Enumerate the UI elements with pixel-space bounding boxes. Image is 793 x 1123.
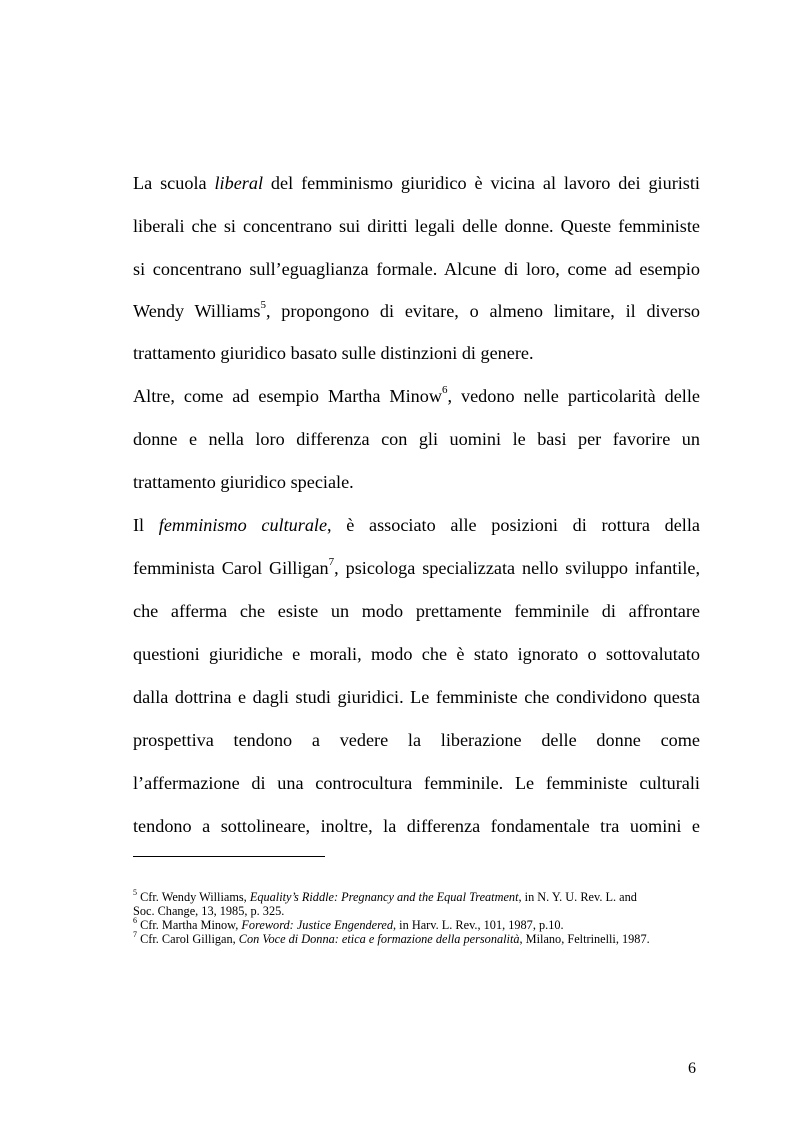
body-text-line: femminista Carol Gilligan$^7$, psicologa specializzata nello sviluppo infantile, (133, 555, 700, 578)
body-text-line: Wendy Williams$^5$, propongono di evitare, o almeno limitare, il diverso (133, 298, 701, 321)
footnote-5: $^5$ Cfr. Wendy Williams, Equality’s Riddle: Pregnancy and the Equal Treatment, in N. Y. U. Rev. L. and (133, 887, 637, 904)
body-text-line: trattamento giuridico speciale. (133, 472, 354, 492)
footnote-5-continued: Soc. Change, 13, 1985, p. 325. (133, 904, 285, 918)
body-text-line: tendono a sottolineare, inoltre, la differenza fondamentale tra uomini e (133, 816, 700, 836)
emphasis-femminismo-culturale: femminismo culturale (158, 515, 328, 535)
body-text-line: si concentrano sull’eguaglianza formale. Alcune di loro, come ad esempio (133, 259, 700, 279)
body-text-line: questioni giuridiche e morali, modo che è stato ignorato o sottovalutato (133, 644, 700, 664)
footnote-separator (133, 856, 325, 857)
body-text-line: La scuola liberal del femminismo giuridico è vicina al lavoro dei giuristi (133, 173, 700, 193)
body-text-line: dalla dottrina e dagli studi giuridici. Le femministe che condividono questa (133, 687, 700, 707)
page-number: 6 (688, 1060, 696, 1077)
body-text-line: Altre, come ad esempio Martha Minow$^6$, vedono nelle particolarità delle (133, 383, 700, 406)
body-text-line: liberali che si concentrano sui diritti legali delle donne. Queste femministe (133, 216, 700, 236)
footnote-6: $^6$ Cfr. Martha Minow, Foreword: Justice Engendered, in Harv. L. Rev., 101, 1987, p.10. (133, 915, 564, 932)
body-text-line: l’affermazione di una controcultura femminile. Le femministe culturali (133, 773, 700, 793)
body-text-line: che afferma che esiste un modo prettamente femminile di affrontare (133, 601, 700, 621)
body-text-line: Il femminismo culturale, è associato alle posizioni di rottura della (133, 515, 700, 535)
body-text-line: donne e nella loro differenza con gli uomini le basi per favorire un (133, 429, 700, 449)
footnote-ref-5[interactable]: 5 (260, 298, 266, 311)
footnote-7: $^7$ Cfr. Carol Gilligan, Con Voce di Donna: etica e formazione della personalità, Milano, Feltrinelli, 1987. (133, 929, 650, 946)
footnote-ref-7[interactable]: 7 (328, 555, 335, 568)
body-text-line: prospettiva tendono a vedere la liberazione delle donne come (133, 730, 700, 750)
body-text-line: trattamento giuridico basato sulle distinzioni di genere. (133, 343, 534, 363)
footnote-ref-6[interactable]: 6 (441, 383, 448, 396)
emphasis-liberal: liberal (214, 173, 263, 193)
